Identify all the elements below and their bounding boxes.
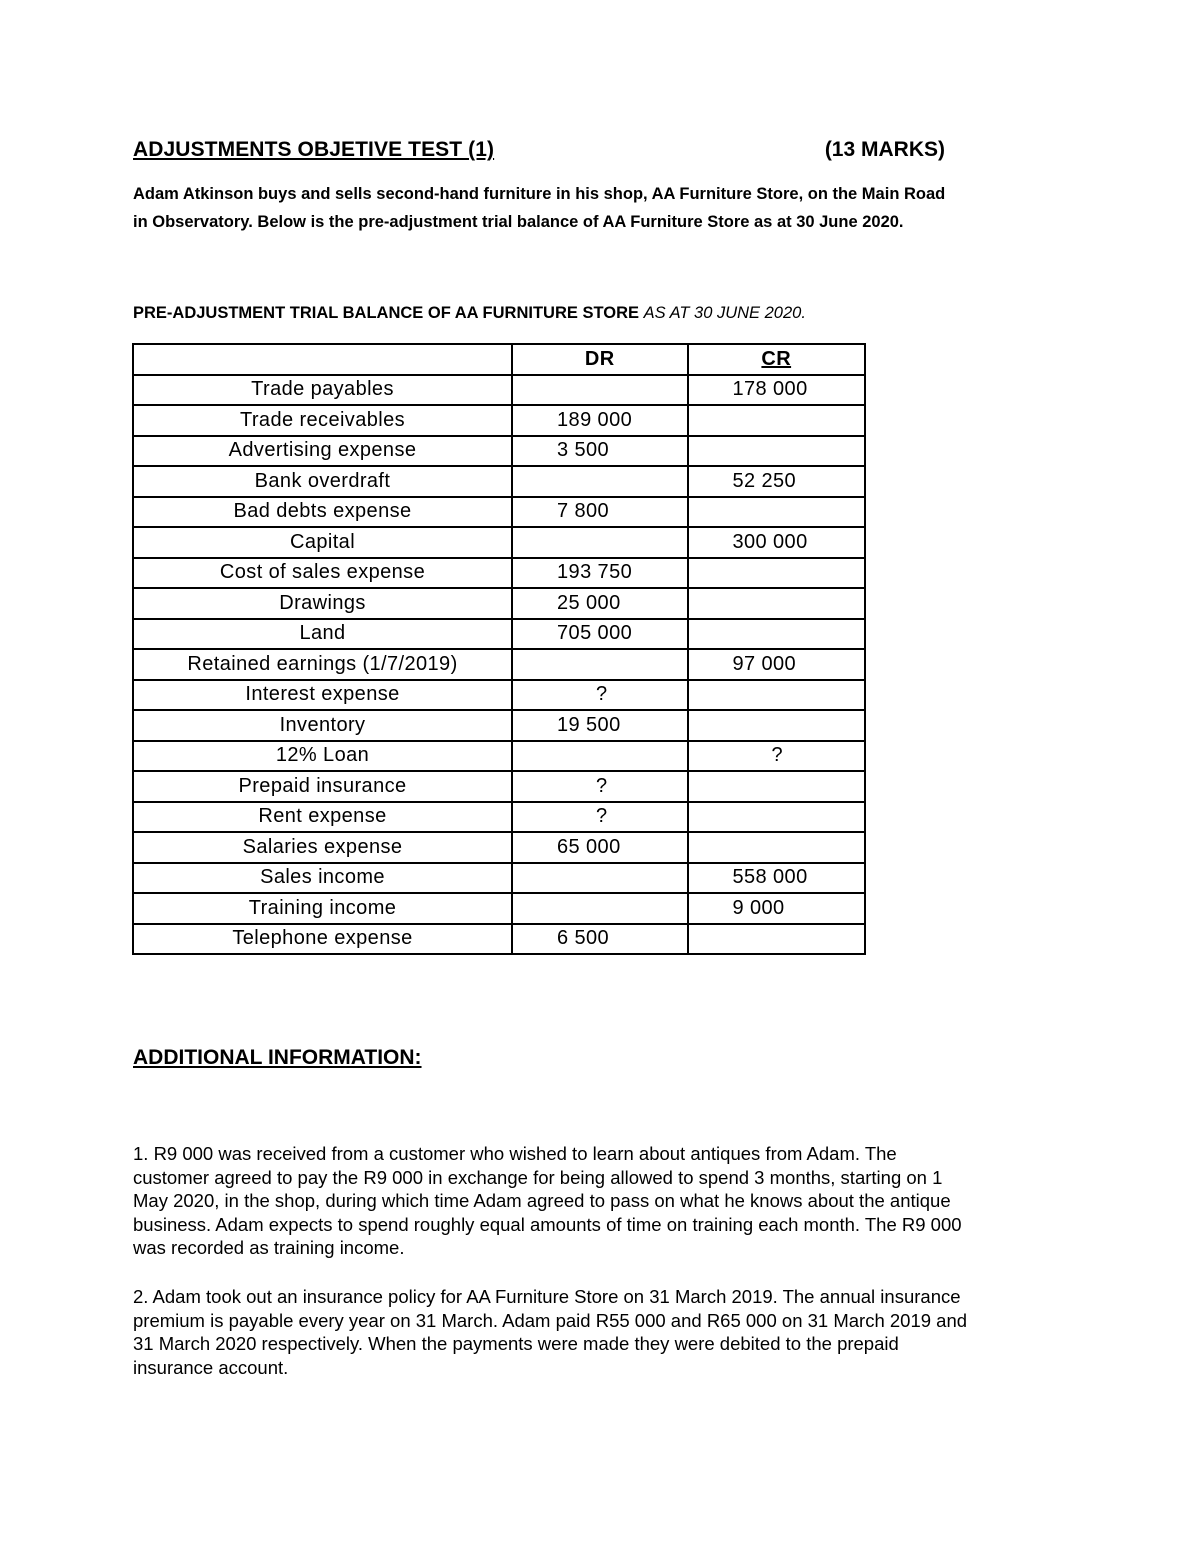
dr-value: ? xyxy=(596,683,608,706)
account-cell: Inventory xyxy=(133,710,512,741)
account-cell: Capital xyxy=(133,527,512,558)
dr-cell xyxy=(512,893,687,924)
account-column-header xyxy=(133,344,512,375)
cr-cell xyxy=(688,832,866,863)
cr-cell xyxy=(688,375,866,406)
cr-cell xyxy=(688,680,866,711)
account-cell: Land xyxy=(133,619,512,650)
dr-value: 3 500 xyxy=(557,439,610,462)
trial-balance-body xyxy=(133,375,865,955)
trial-balance-heading-date: AS AT 30 JUNE 2020. xyxy=(643,304,806,322)
account-cell: Retained earnings (1/7/2019) xyxy=(133,649,512,680)
account-cell: Training income xyxy=(133,893,512,924)
account-cell: Trade receivables xyxy=(133,405,512,436)
table-row xyxy=(133,375,865,406)
dr-cell xyxy=(512,680,687,711)
marks-label: (13 MARKS) xyxy=(824,138,945,161)
cr-cell xyxy=(688,924,866,955)
cr-value: 52 250 xyxy=(732,469,797,492)
dr-cell xyxy=(512,497,687,528)
dr-cell xyxy=(512,832,687,863)
account-cell: Trade payables xyxy=(133,375,512,406)
dr-value: 705 000 xyxy=(557,622,633,645)
cr-cell xyxy=(688,466,866,497)
dr-cell xyxy=(512,527,687,558)
dr-cell xyxy=(512,436,687,467)
cr-cell xyxy=(688,741,866,772)
dr-cell xyxy=(512,405,687,436)
table-row xyxy=(133,924,865,955)
account-cell: Cost of sales expense xyxy=(133,558,512,589)
table-row xyxy=(133,619,865,650)
cr-value: 558 000 xyxy=(732,866,808,889)
cr-cell xyxy=(688,863,866,894)
cr-cell xyxy=(688,436,866,467)
table-row xyxy=(133,588,865,619)
dr-cell xyxy=(512,710,687,741)
cr-value: 97 000 xyxy=(732,652,797,675)
cr-cell xyxy=(688,893,866,924)
dr-value: ? xyxy=(596,774,608,797)
account-cell: Advertising expense xyxy=(133,436,512,467)
table-row xyxy=(133,527,865,558)
dr-cell xyxy=(512,466,687,497)
additional-info-item-2: 2. Adam took out an insurance policy for AA Furniture Store on 31 March 2019. The annual insurance premium is payable every year on 31 March. Adam paid R55 000 and R65 000 on 31 March 2019 and 31 March 2020 respectively. When the payments were made they were debited to the prepaid insurance account. xyxy=(133,1286,968,1378)
cr-cell xyxy=(688,405,866,436)
table-row xyxy=(133,497,865,528)
cr-value: 300 000 xyxy=(732,530,808,553)
dr-cell xyxy=(512,588,687,619)
dr-cell xyxy=(512,619,687,650)
dr-cell xyxy=(512,741,687,772)
dr-cell xyxy=(512,924,687,955)
account-cell: Bank overdraft xyxy=(133,466,512,497)
dr-value: 189 000 xyxy=(557,408,633,431)
dr-value: 19 500 xyxy=(557,713,621,736)
cr-cell xyxy=(688,497,866,528)
dr-cell xyxy=(512,558,687,589)
table-row xyxy=(133,649,865,680)
cr-cell xyxy=(688,619,866,650)
dr-value: 25 000 xyxy=(557,591,621,614)
cr-cell xyxy=(688,771,866,802)
account-cell: Rent expense xyxy=(133,802,512,833)
intro-paragraph: Adam Atkinson buys and sells second-hand furniture in his shop, AA Furniture Store, on the Main Road in Observatory. Below is the pre-adjustment trial balance of AA Furniture Store as at 30 June 2020. xyxy=(133,185,946,231)
dr-value: 193 750 xyxy=(557,561,633,584)
dr-column-header: DR xyxy=(512,344,687,375)
table-row xyxy=(133,710,865,741)
account-cell: Bad debts expense xyxy=(133,497,512,528)
dr-cell xyxy=(512,802,687,833)
account-cell: 12% Loan xyxy=(133,741,512,772)
table-header-row xyxy=(133,344,865,375)
dr-cell xyxy=(512,375,687,406)
account-cell: Salaries expense xyxy=(133,832,512,863)
title-row xyxy=(133,138,945,168)
table-row xyxy=(133,893,865,924)
account-cell: Telephone expense xyxy=(133,924,512,955)
trial-balance-table xyxy=(132,343,866,955)
cr-cell xyxy=(688,649,866,680)
additional-info-item-1: 1. R9 000 was received from a customer who wished to learn about antiques from Adam. The customer agreed to pay the R9 000 in exchange for being allowed to spend 3 months, starting on 1 May 2020, in the shop, during which time Adam agreed to pass on what he knows about the antique business. Adam expects to spend roughly equal amounts of time on training each month. The R9 000 was recorded as training income. xyxy=(133,1143,962,1258)
trial-balance-heading-main: PRE-ADJUSTMENT TRIAL BALANCE OF AA FURNITURE STORE xyxy=(133,304,644,322)
page-title: ADJUSTMENTS OBJETIVE TEST (1) xyxy=(133,138,495,161)
cr-value: 9 000 xyxy=(732,896,785,919)
cr-cell xyxy=(688,527,866,558)
account-cell: Sales income xyxy=(133,863,512,894)
table-row xyxy=(133,466,865,497)
cr-value: 178 000 xyxy=(732,378,808,401)
table-row xyxy=(133,771,865,802)
table-row xyxy=(133,680,865,711)
cr-cell xyxy=(688,802,866,833)
cr-cell xyxy=(688,710,866,741)
table-row xyxy=(133,802,865,833)
table-row xyxy=(133,436,865,467)
cr-cell xyxy=(688,588,866,619)
account-cell: Interest expense xyxy=(133,680,512,711)
dr-value: 7 800 xyxy=(557,500,610,523)
account-cell: Drawings xyxy=(133,588,512,619)
table-row xyxy=(133,558,865,589)
dr-value: 6 500 xyxy=(557,927,610,950)
trial-balance-heading xyxy=(133,304,806,323)
cr-cell xyxy=(688,558,866,589)
cr-value: ? xyxy=(771,744,784,767)
table-row xyxy=(133,741,865,772)
cr-column-header: CR xyxy=(688,344,866,375)
dr-value: 65 000 xyxy=(557,835,621,858)
dr-value: ? xyxy=(596,805,608,828)
table-row xyxy=(133,863,865,894)
dr-cell xyxy=(512,863,687,894)
dr-cell xyxy=(512,649,687,680)
table-row xyxy=(133,832,865,863)
table-row xyxy=(133,405,865,436)
account-cell: Prepaid insurance xyxy=(133,771,512,802)
additional-info-heading: ADDITIONAL INFORMATION: xyxy=(133,1046,422,1069)
dr-cell xyxy=(512,771,687,802)
